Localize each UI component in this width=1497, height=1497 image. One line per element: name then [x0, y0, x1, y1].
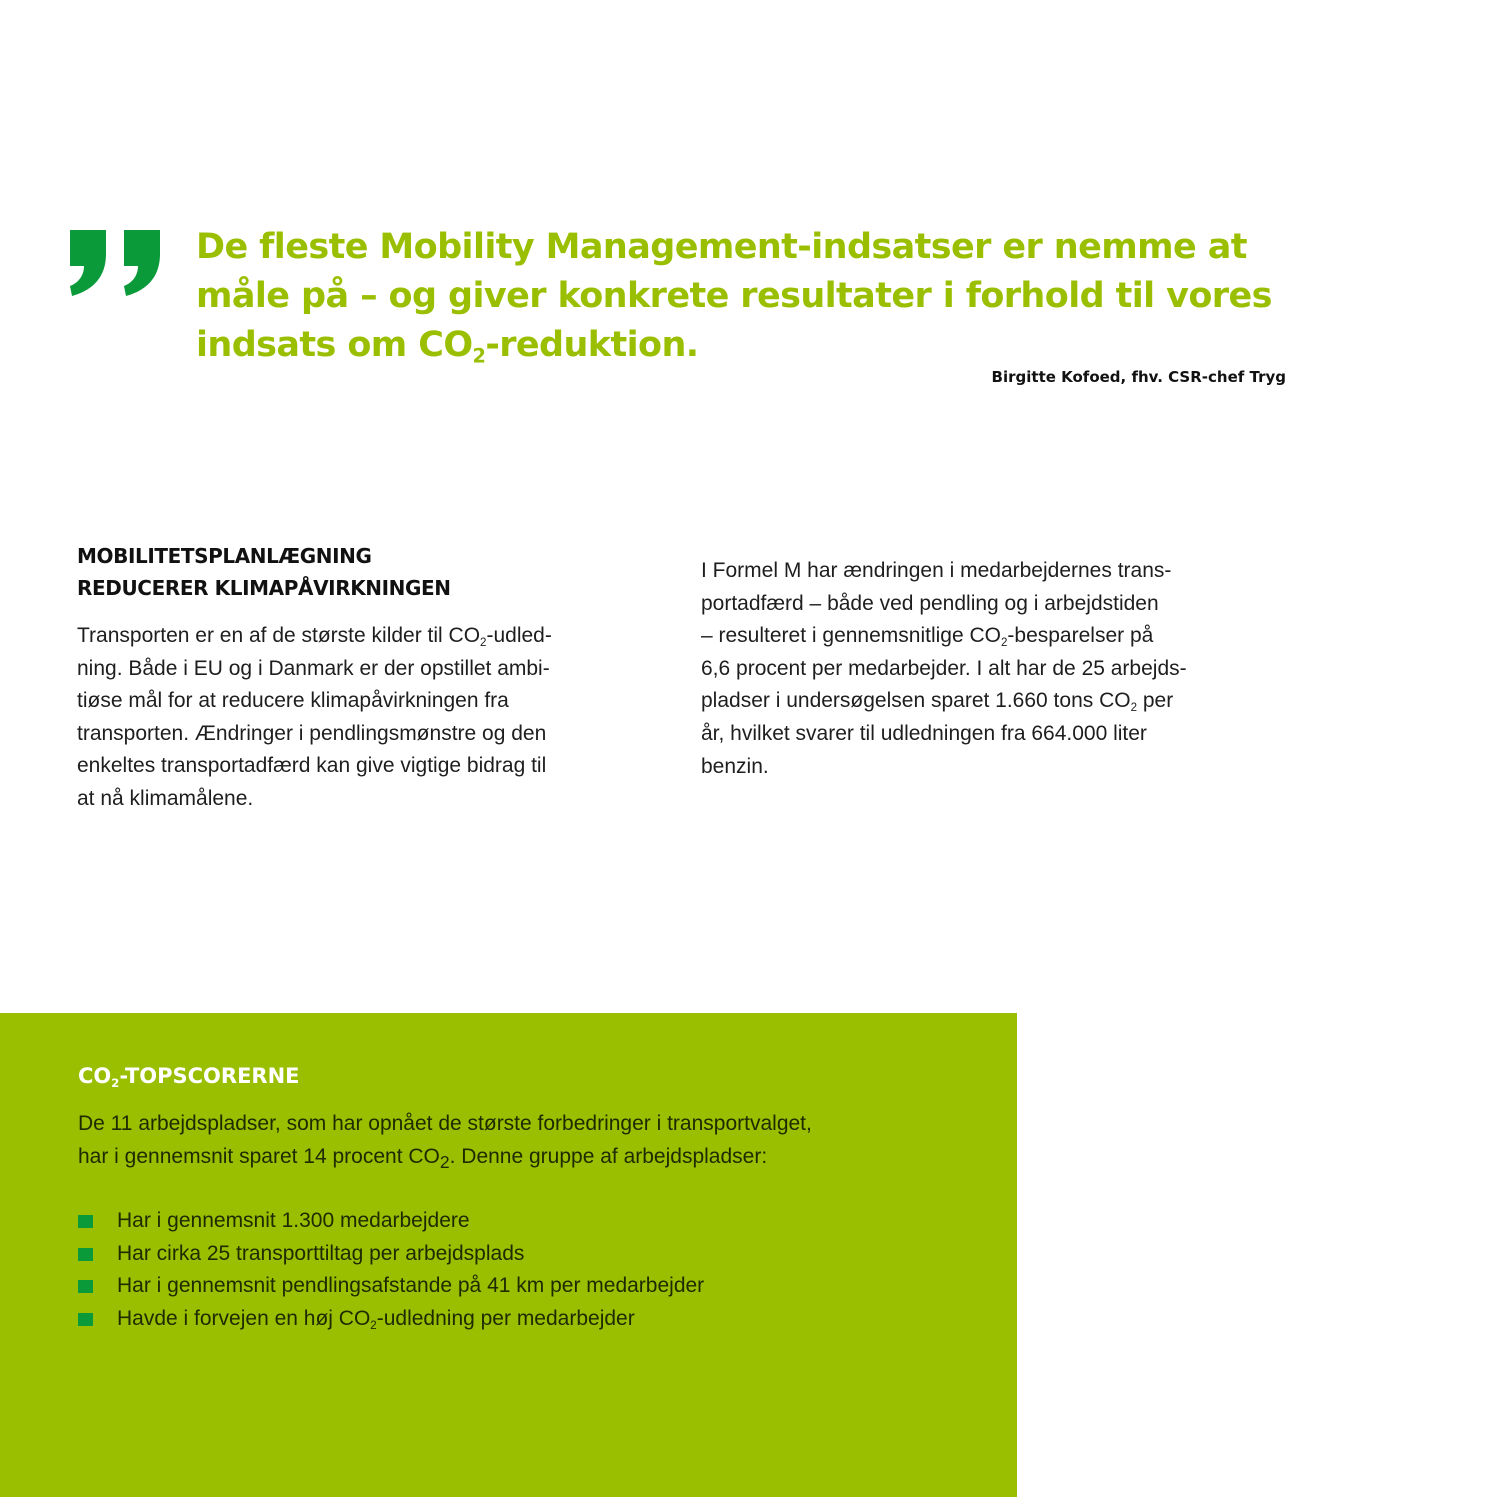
section-heading: MOBILITETSPLANLÆGNING REDUCERER KLIMAPÅVIRKNINGEN	[77, 544, 451, 600]
body-text-right-column: I Formel M har ændringen i medarbejdernes trans- portadfærd – både ved pendling og i arbejdstiden – resulteret i gennemsnitlige $CO_2$-besparelser på 6,6 procent per medarbejder. I alt har de 25 arbejds- pladser i undersøgelsen sparet 1.660 tons $CO_2$ per år, hvilket svarer til udledningen fra 664.000 liter benzin.	[701, 559, 1187, 778]
quotation-mark-icon	[66, 230, 162, 300]
square-bullet-icon	[78, 1248, 93, 1261]
quote-line: måle på – og giver konkrete resultater i forhold til vores	[196, 276, 1272, 316]
quote-line: De fleste Mobility Management-indsatser er nemme at	[196, 227, 1247, 267]
square-bullet-icon	[78, 1215, 93, 1228]
square-bullet-icon	[78, 1313, 93, 1326]
pull-quote	[196, 223, 1296, 370]
topscorers-intro: De 11 arbejdspladser, som har opnået de største forbedringer i transportvalget, har i gennemsnit sparet 14 procent $CO_2$. Denne gruppe af arbejdspladser:	[78, 1112, 812, 1172]
square-bullet-icon	[78, 1280, 93, 1293]
quote-attribution: Birgitte Kofoed, fhv. CSR-chef Tryg	[991, 368, 1286, 386]
quote-line: indsats om $CO_2$-reduktion.	[196, 325, 699, 368]
topscorers-title: $CO_2$-TOPSCORERNE	[78, 1064, 300, 1091]
body-text-left-column: Transporten er en af de største kilder til $CO_2-udled-$ ning. Både i EU og i Danmark er der opstillet ambi- tiøse mål for at reducere klimapåvirkningen fra transporten. Ændringer i pendlingsmønstre og den enkeltes transportadfærd kan give vigtige bidrag til at nå klimamålene.	[77, 624, 552, 810]
